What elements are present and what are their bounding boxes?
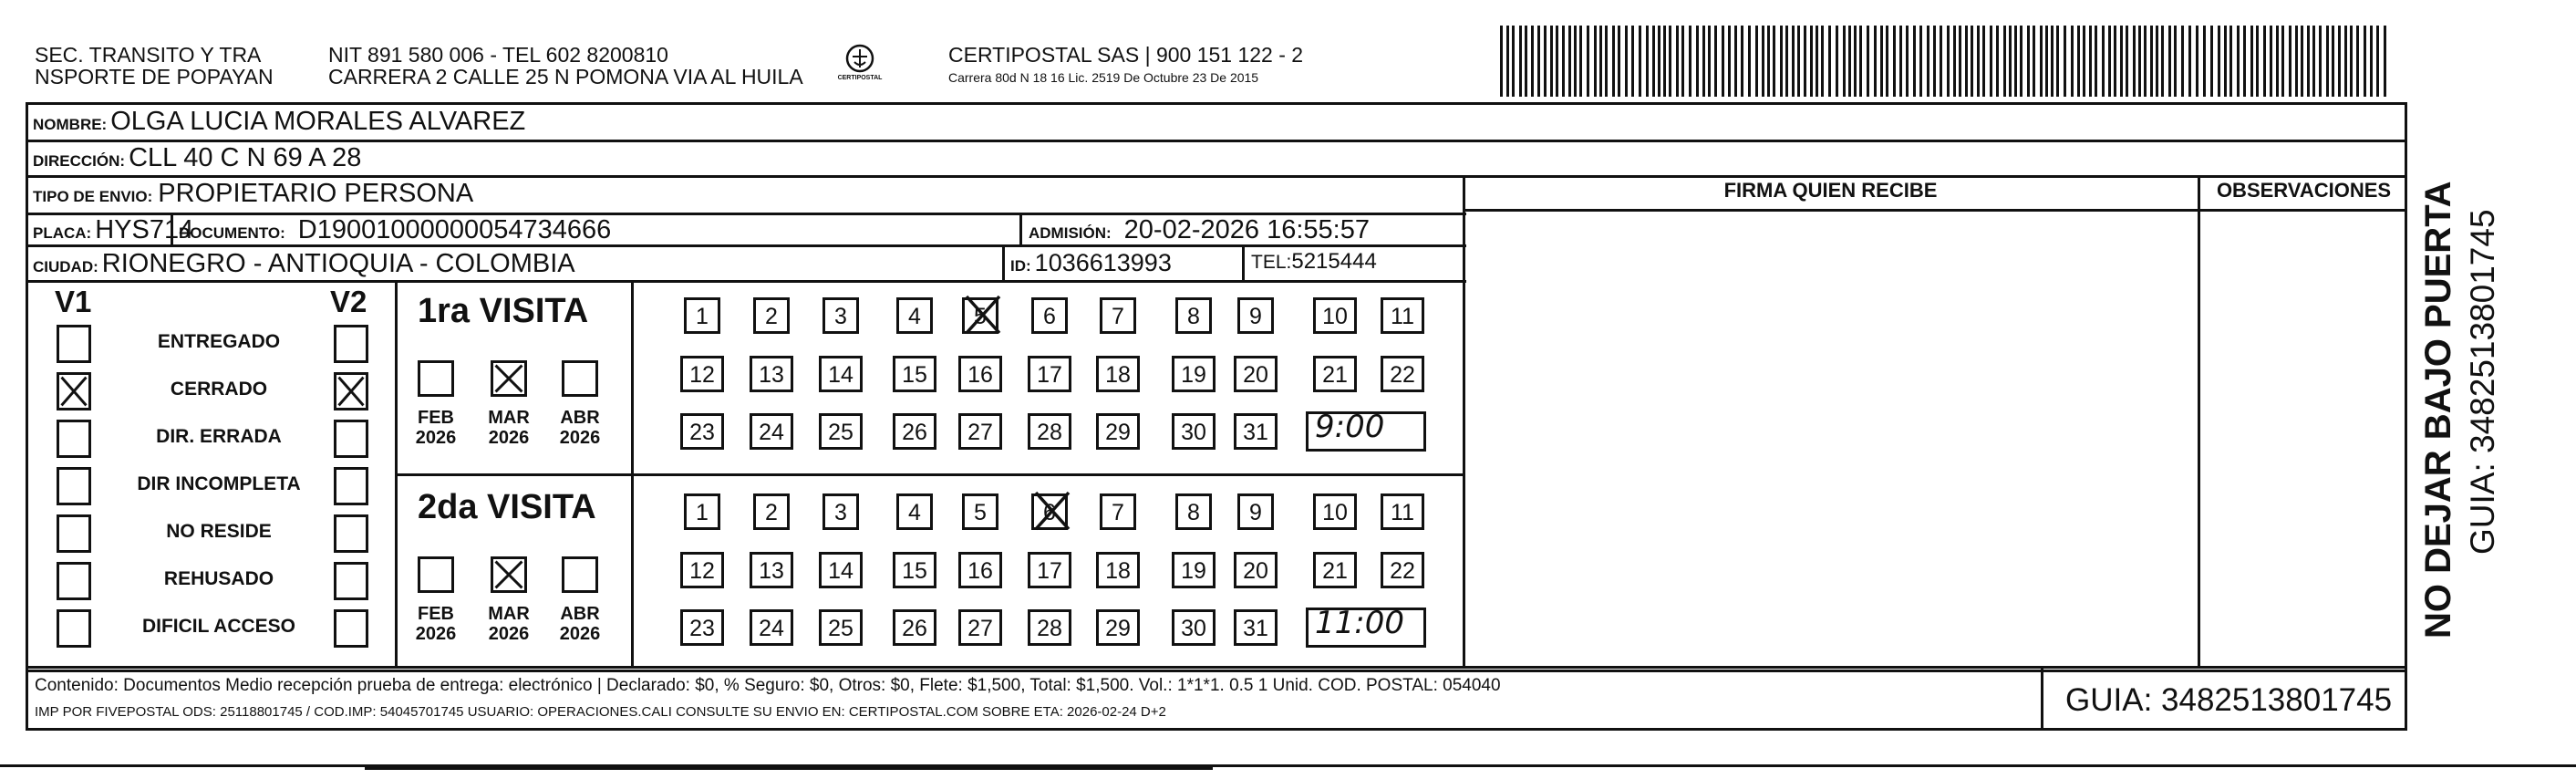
month-name: ABR	[560, 604, 600, 624]
day-box[interactable]: 16	[958, 552, 1002, 588]
day-box[interactable]: 18	[1096, 552, 1140, 588]
day-box[interactable]: 30	[1172, 609, 1216, 646]
month-checkbox-mar[interactable]	[491, 556, 527, 593]
sender-line-1: SEC. TRANSITO Y TRA	[35, 43, 262, 67]
certipostal-logo	[833, 40, 887, 91]
month-label	[553, 604, 607, 644]
day-box[interactable]: 1	[684, 493, 720, 530]
admision-row	[1029, 215, 1370, 245]
documento-row	[179, 215, 611, 245]
day-box[interactable]: 5	[962, 297, 998, 334]
month-label	[481, 408, 536, 448]
day-box[interactable]: 20	[1234, 356, 1278, 392]
day-box[interactable]: 2	[753, 297, 790, 334]
v2-checkbox[interactable]	[334, 609, 368, 648]
status-option-label: DIR INCOMPLETA	[137, 473, 301, 494]
col-divider	[1463, 175, 1465, 666]
day-box[interactable]: 30	[1172, 413, 1216, 450]
day-box[interactable]: 28	[1028, 609, 1071, 646]
side-guia: GUIA: 3482513801745	[2464, 209, 2501, 555]
documento-value: D19001000000054734666	[297, 215, 612, 244]
day-box[interactable]: 17	[1028, 552, 1071, 588]
month-year: 2026	[559, 428, 601, 448]
day-box[interactable]: 12	[680, 356, 724, 392]
imp-line: IMP POR FIVEPOSTAL ODS: 25118801745 / COD.IMP: 54045701745 USUARIO: OPERACIONES.CALI CONSULTE SU ENVIO EN: CERTIPOSTAL.COM SOBRE ETA: 2026-02-24 D+2	[35, 704, 1166, 720]
day-box[interactable]: 27	[958, 413, 1002, 450]
col-divider	[2198, 175, 2200, 666]
month-label	[409, 604, 463, 644]
month-checkbox-feb[interactable]	[418, 360, 454, 397]
day-box[interactable]: 15	[893, 356, 936, 392]
day-box[interactable]: 7	[1100, 297, 1136, 334]
contenido-line: Contenido: Documentos Medio recepción prueba de entrega: electrónico | Declarado: $0, % Seguro: $0, Otros: $0, Flete: $1,500, Total: $1,500. Vol.: 1*1*1. 0.5 1 Unid. COD. POSTAL: 054040	[35, 676, 1501, 695]
month-year: 2026	[488, 624, 530, 644]
day-box[interactable]: 8	[1175, 297, 1212, 334]
month-label	[553, 408, 607, 448]
day-box[interactable]: 7	[1100, 493, 1136, 530]
v1-checkbox[interactable]	[57, 562, 91, 600]
day-box[interactable]: 31	[1234, 413, 1278, 450]
day-box[interactable]: 23	[680, 609, 724, 646]
day-box[interactable]: 8	[1175, 493, 1212, 530]
month-label	[409, 408, 463, 448]
tipo-envio-value: PROPIETARIO PERSONA	[158, 179, 474, 208]
day-box[interactable]: 3	[822, 493, 859, 530]
day-box[interactable]: 22	[1381, 356, 1424, 392]
day-box[interactable]: 19	[1172, 356, 1216, 392]
col-divider	[1019, 213, 1022, 244]
day-box[interactable]: 27	[958, 609, 1002, 646]
day-box[interactable]: 17	[1028, 356, 1071, 392]
status-option-label: DIR. ERRADA	[156, 426, 282, 447]
v2-checkbox[interactable]	[334, 514, 368, 553]
barcode	[1500, 26, 2389, 97]
day-box[interactable]: 4	[896, 297, 933, 334]
firma-header: FIRMA QUIEN RECIBE	[1723, 179, 1938, 202]
month-year: 2026	[415, 428, 457, 448]
month-label	[481, 604, 536, 644]
month-checkbox-abr[interactable]	[562, 360, 598, 397]
tipo-envio-label: TIPO DE ENVIO:	[33, 188, 153, 205]
day-box[interactable]: 15	[893, 552, 936, 588]
footer-frame	[26, 663, 2407, 731]
ciudad-value: RIONEGRO - ANTIOQUIA - COLOMBIA	[101, 249, 575, 278]
status-option-label: ENTREGADO	[157, 331, 281, 352]
day-box[interactable]: 3	[822, 297, 859, 334]
month-year: 2026	[415, 624, 457, 644]
handwritten-time: 11:00	[1315, 605, 1404, 641]
month-checkbox-feb[interactable]	[418, 556, 454, 593]
day-box[interactable]: 10	[1313, 493, 1357, 530]
v2-label: V2	[330, 285, 367, 318]
observaciones-header: OBSERVACIONES	[2216, 179, 2392, 202]
nombre-row	[33, 107, 525, 137]
tipo-envio-row	[33, 179, 473, 209]
sender-line-2: NSPORTE DE POPAYAN	[35, 65, 274, 88]
bottom-rule-thick	[365, 766, 1213, 770]
direccion-label: DIRECCIÓN:	[33, 152, 126, 170]
day-box[interactable]: 10	[1313, 297, 1357, 334]
day-box[interactable]: 21	[1313, 356, 1357, 392]
v2-checkbox[interactable]	[334, 562, 368, 600]
documento-label: DOCUMENTO:	[179, 224, 285, 242]
admision-label: ADMISIÓN:	[1029, 224, 1112, 242]
month-year: 2026	[488, 428, 530, 448]
day-box[interactable]: 22	[1381, 552, 1424, 588]
day-box[interactable]: 20	[1234, 552, 1278, 588]
v1-checkbox[interactable]	[57, 325, 91, 363]
v1-checkbox[interactable]	[57, 514, 91, 553]
day-box[interactable]: 18	[1096, 356, 1140, 392]
month-year: 2026	[559, 624, 601, 644]
day-box[interactable]: 24	[750, 609, 793, 646]
nombre-label: NOMBRE:	[33, 116, 108, 133]
v1-checkbox[interactable]	[57, 467, 91, 505]
ciudad-label: CIUDAD:	[33, 258, 98, 275]
day-box[interactable]: 4	[896, 493, 933, 530]
day-box[interactable]: 12	[680, 552, 724, 588]
day-box[interactable]: 14	[819, 356, 863, 392]
day-box[interactable]: 13	[750, 552, 793, 588]
visit-title: 2da VISITA	[418, 488, 596, 526]
direccion-value: CLL 40 C N 69 A 28	[129, 143, 362, 172]
status-option-label: CERRADO	[170, 379, 268, 400]
day-box[interactable]: 9	[1237, 493, 1274, 530]
nit-line: NIT 891 580 006 - TEL 602 8200810	[328, 43, 668, 67]
status-option-label: REHUSADO	[163, 568, 274, 589]
placa-row	[33, 215, 193, 245]
day-box[interactable]: 13	[750, 356, 793, 392]
day-box[interactable]: 26	[893, 413, 936, 450]
license-line: Carrera 80d N 18 16 Lic. 2519 De Octubre 23 De 2015	[948, 70, 1259, 85]
day-box[interactable]: 19	[1172, 552, 1216, 588]
tel-row	[1251, 249, 1377, 275]
day-box[interactable]: 21	[1313, 552, 1357, 588]
month-name: MAR	[488, 408, 530, 428]
v1-checkbox[interactable]	[57, 609, 91, 648]
day-box[interactable]: 29	[1096, 413, 1140, 450]
side-warning: NO DEJAR BAJO PUERTA	[2418, 181, 2458, 639]
company-line: CERTIPOSTAL SAS | 900 151 122 - 2	[948, 43, 1304, 67]
day-box[interactable]: 9	[1237, 297, 1274, 334]
visit-divider	[395, 473, 1464, 476]
logo-text: CERTIPOSTAL	[837, 75, 883, 81]
id-label: ID:	[1010, 257, 1031, 275]
v1-label: V1	[55, 285, 92, 318]
day-box[interactable]: 31	[1234, 609, 1278, 646]
month-name: MAR	[488, 604, 530, 624]
v2-checkbox[interactable]	[334, 420, 368, 458]
tel-value: 5215444	[1291, 249, 1377, 274]
placa-label: PLACA:	[33, 224, 92, 242]
day-box[interactable]: 23	[680, 413, 724, 450]
v2-checkbox[interactable]	[334, 325, 368, 363]
day-box[interactable]: 6	[1031, 297, 1068, 334]
row-divider	[26, 175, 2407, 178]
visit-title: 1ra VISITA	[418, 292, 589, 330]
month-checkbox-mar[interactable]	[491, 360, 527, 397]
v2-checkbox[interactable]	[334, 467, 368, 505]
row-divider	[1464, 209, 2407, 212]
day-box[interactable]: 25	[819, 413, 863, 450]
admision-value: 20-02-2026 16:55:57	[1123, 215, 1370, 244]
day-box[interactable]: 11	[1381, 493, 1424, 530]
id-value: 1036613993	[1034, 249, 1172, 276]
day-mark-x	[1033, 490, 1071, 532]
day-box[interactable]: 5	[962, 493, 998, 530]
day-box[interactable]: 1	[684, 297, 720, 334]
day-box[interactable]: 26	[893, 609, 936, 646]
col-divider	[1242, 244, 1245, 280]
day-box[interactable]: 6	[1031, 493, 1068, 530]
day-box[interactable]: 25	[819, 609, 863, 646]
day-box[interactable]: 29	[1096, 609, 1140, 646]
day-box[interactable]: 24	[750, 413, 793, 450]
day-box[interactable]: 11	[1381, 297, 1424, 334]
status-option-label: DIFICIL ACCESO	[141, 616, 295, 637]
col-divider	[1002, 244, 1005, 280]
day-box[interactable]: 14	[819, 552, 863, 588]
day-box[interactable]: 16	[958, 356, 1002, 392]
tel-label: TEL:	[1251, 252, 1292, 273]
day-mark-x	[964, 294, 1002, 336]
v1-checkbox[interactable]	[57, 372, 91, 410]
nombre-value: OLGA LUCIA MORALES ALVAREZ	[110, 107, 526, 136]
row-divider	[26, 280, 1466, 283]
day-box[interactable]: 28	[1028, 413, 1071, 450]
footer-guia: GUIA: 3482513801745	[2065, 682, 2393, 718]
handwritten-time: 9:00	[1315, 409, 1385, 445]
row-divider	[26, 140, 2407, 142]
direccion-row	[33, 143, 361, 173]
month-name: FEB	[418, 604, 454, 624]
v1-checkbox[interactable]	[57, 420, 91, 458]
status-option-label: NO RESIDE	[166, 521, 272, 542]
v2-checkbox[interactable]	[334, 372, 368, 410]
month-name: FEB	[418, 408, 454, 428]
placa-value: HYS714	[95, 215, 194, 244]
ciudad-row	[33, 249, 575, 279]
month-name: ABR	[560, 408, 600, 428]
day-box[interactable]: 2	[753, 493, 790, 530]
address-line: CARRERA 2 CALLE 25 N POMONA VIA AL HUILA	[328, 65, 803, 88]
month-checkbox-abr[interactable]	[562, 556, 598, 593]
id-row	[1010, 249, 1172, 277]
